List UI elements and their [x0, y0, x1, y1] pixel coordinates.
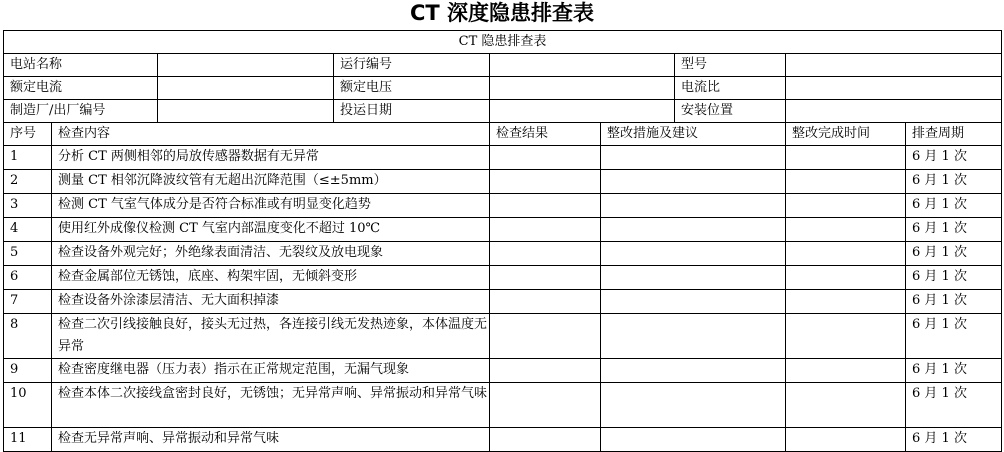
table-row: [4, 314, 1002, 359]
table-row: [4, 170, 1002, 194]
row-measures[interactable]: [601, 146, 786, 170]
table-row: [4, 290, 1002, 314]
ct-inspection-table: [3, 30, 1002, 452]
value-rated-voltage[interactable]: [490, 77, 675, 100]
row-content: 检查本体二次接线盒密封良好，无锈蚀；无异常声响、异常振动和异常气味: [52, 383, 490, 428]
row-result[interactable]: [490, 383, 601, 428]
row-no: 10: [4, 383, 52, 428]
col-header-measures: 整改措施及建议: [601, 123, 786, 146]
row-content: 检查设备外观完好；外绝缘表面清洁、无裂纹及放电现象: [52, 242, 490, 266]
row-done-time[interactable]: [786, 218, 906, 242]
row-measures[interactable]: [601, 218, 786, 242]
row-done-time[interactable]: [786, 428, 906, 452]
row-content: 分析 CT 两侧相邻的局放传感器数据有无异常: [52, 146, 490, 170]
info-row: [4, 100, 1002, 123]
row-no: 1: [4, 146, 52, 170]
row-period: 6 月 1 次: [906, 314, 1002, 359]
value-commission-date[interactable]: [490, 100, 675, 123]
value-run-number[interactable]: [490, 54, 675, 77]
row-no: 8: [4, 314, 52, 359]
info-row: [4, 77, 1002, 100]
row-done-time[interactable]: [786, 194, 906, 218]
table-row: [4, 218, 1002, 242]
table-row: [4, 383, 1002, 428]
row-measures[interactable]: [601, 428, 786, 452]
value-model[interactable]: [786, 54, 1002, 77]
row-content: 检查设备外涂漆层清洁、无大面积掉漆: [52, 290, 490, 314]
row-period: 6 月 1 次: [906, 290, 1002, 314]
col-header-done-time: 整改完成时间: [786, 123, 906, 146]
row-no: 5: [4, 242, 52, 266]
row-period: 6 月 1 次: [906, 170, 1002, 194]
label-rated-current: 额定电流: [4, 77, 158, 100]
row-period: 6 月 1 次: [906, 383, 1002, 428]
row-done-time[interactable]: [786, 359, 906, 383]
row-no: 11: [4, 428, 52, 452]
row-period: 6 月 1 次: [906, 428, 1002, 452]
row-done-time[interactable]: [786, 242, 906, 266]
row-done-time[interactable]: [786, 383, 906, 428]
header-row: [4, 123, 1002, 146]
row-measures[interactable]: [601, 290, 786, 314]
value-station-name[interactable]: [158, 54, 334, 77]
row-result[interactable]: [490, 194, 601, 218]
row-no: 7: [4, 290, 52, 314]
page-title: CT 深度隐患排查表: [409, 1, 595, 25]
row-result[interactable]: [490, 314, 601, 359]
label-run-number: 运行编号: [334, 54, 490, 77]
row-measures[interactable]: [601, 242, 786, 266]
row-done-time[interactable]: [786, 314, 906, 359]
row-period: 6 月 1 次: [906, 218, 1002, 242]
row-content: 检查金属部位无锈蚀，底座、构架牢固，无倾斜变形: [52, 266, 490, 290]
row-no: 6: [4, 266, 52, 290]
row-measures[interactable]: [601, 314, 786, 359]
label-install-location: 安装位置: [675, 100, 786, 123]
row-measures[interactable]: [601, 359, 786, 383]
row-measures[interactable]: [601, 383, 786, 428]
label-model: 型号: [675, 54, 786, 77]
row-result[interactable]: [490, 218, 601, 242]
value-current-ratio[interactable]: [786, 77, 1002, 100]
label-station-name: 电站名称: [4, 54, 158, 77]
row-no: 9: [4, 359, 52, 383]
label-rated-voltage: 额定电压: [334, 77, 490, 100]
row-result[interactable]: [490, 359, 601, 383]
row-content: 测量 CT 相邻沉降波纹管有无超出沉降范围（≤±5mm）: [52, 170, 490, 194]
value-install-location[interactable]: [786, 100, 1002, 123]
row-result[interactable]: [490, 242, 601, 266]
row-content: 检查二次引线接触良好，接头无过热，各连接引线无发热迹象，本体温度无异常: [52, 314, 490, 359]
col-header-no: 序号: [4, 123, 52, 146]
table-row: [4, 359, 1002, 383]
label-manufacturer: 制造厂/出厂编号: [4, 100, 158, 123]
row-period: 6 月 1 次: [906, 242, 1002, 266]
value-rated-current[interactable]: [158, 77, 334, 100]
row-period: 6 月 1 次: [906, 266, 1002, 290]
row-done-time[interactable]: [786, 290, 906, 314]
row-measures[interactable]: [601, 194, 786, 218]
row-content: 检查密度继电器（压力表）指示在正常规定范围，无漏气现象: [52, 359, 490, 383]
row-content: 使用红外成像仪检测 CT 气室内部温度变化不超过 10℃: [52, 218, 490, 242]
row-result[interactable]: [490, 428, 601, 452]
table-row: [4, 266, 1002, 290]
row-done-time[interactable]: [786, 170, 906, 194]
col-header-period: 排查周期: [906, 123, 1002, 146]
row-result[interactable]: [490, 266, 601, 290]
row-no: 3: [4, 194, 52, 218]
row-content: 检查无异常声响、异常振动和异常气味: [52, 428, 490, 452]
row-result[interactable]: [490, 170, 601, 194]
row-period: 6 月 1 次: [906, 146, 1002, 170]
col-header-result: 检查结果: [490, 123, 601, 146]
row-period: 6 月 1 次: [906, 194, 1002, 218]
row-content: 检测 CT 气室气体成分是否符合标准或有明显变化趋势: [52, 194, 490, 218]
col-header-content: 检查内容: [52, 123, 490, 146]
caption-row: [4, 31, 1002, 54]
label-commission-date: 投运日期: [334, 100, 490, 123]
table-caption: CT 隐患排查表: [4, 31, 1002, 54]
row-result[interactable]: [490, 146, 601, 170]
row-no: 2: [4, 170, 52, 194]
row-measures[interactable]: [601, 170, 786, 194]
row-done-time[interactable]: [786, 266, 906, 290]
info-row: [4, 54, 1002, 77]
value-manufacturer[interactable]: [158, 100, 334, 123]
table-row: [4, 428, 1002, 452]
label-current-ratio: 电流比: [675, 77, 786, 100]
row-done-time[interactable]: [786, 146, 906, 170]
row-measures[interactable]: [601, 266, 786, 290]
table-row: [4, 242, 1002, 266]
row-result[interactable]: [490, 290, 601, 314]
row-period: 6 月 1 次: [906, 359, 1002, 383]
table-row: [4, 194, 1002, 218]
row-no: 4: [4, 218, 52, 242]
table-row: [4, 146, 1002, 170]
